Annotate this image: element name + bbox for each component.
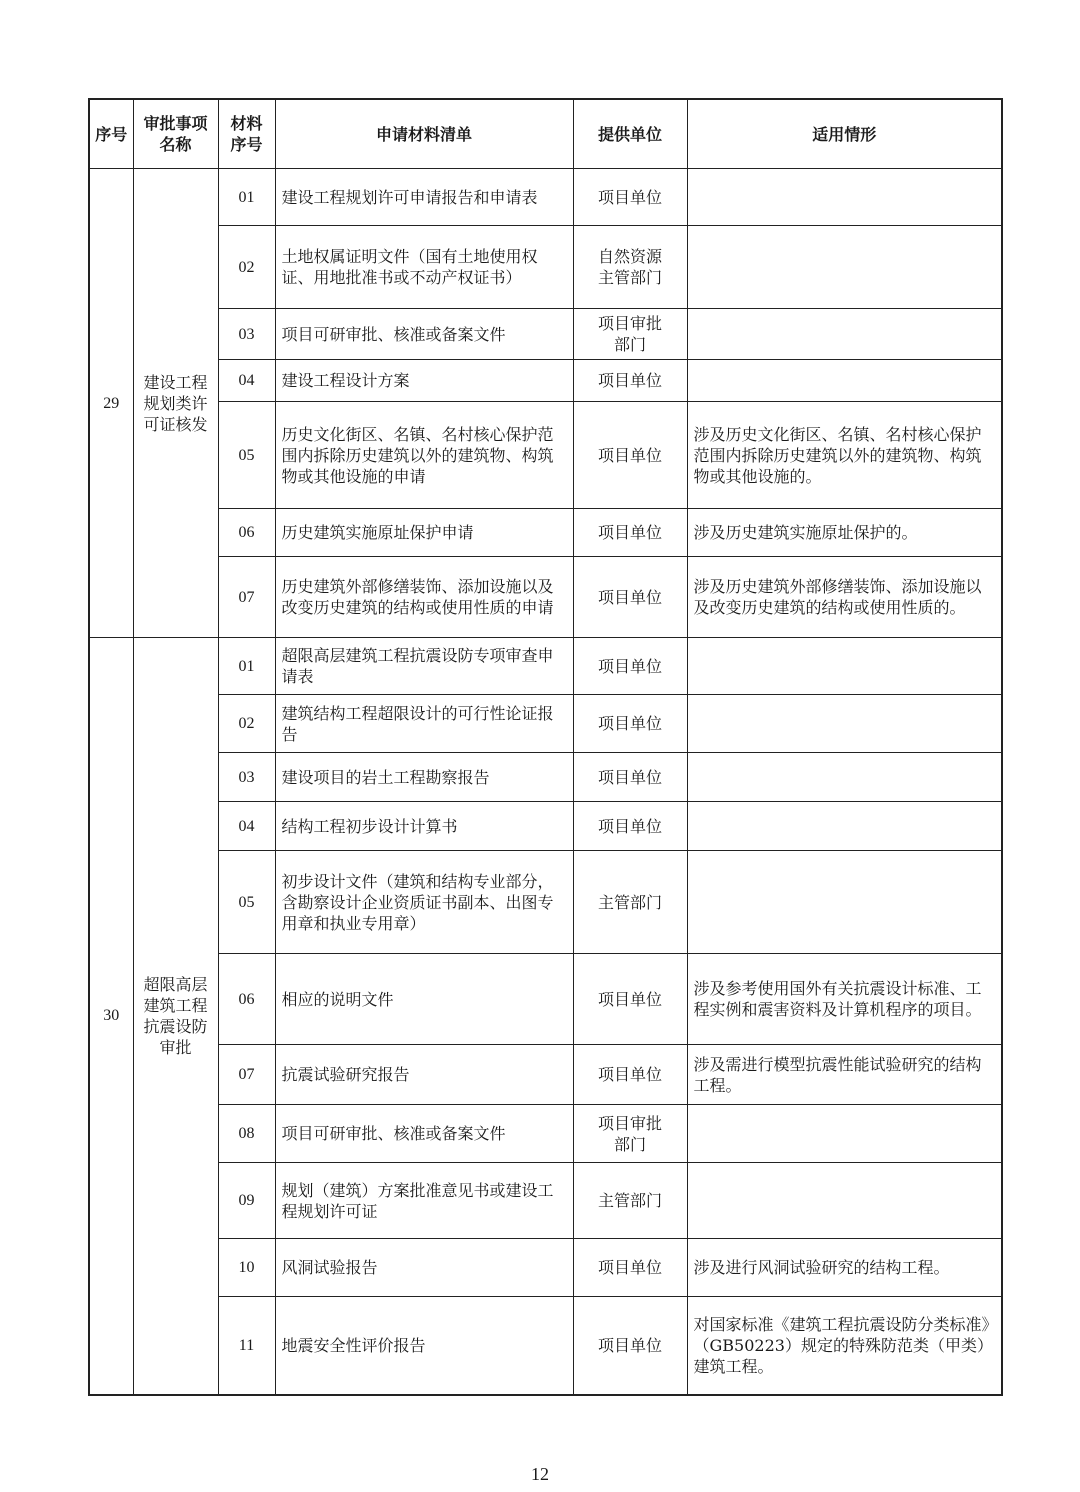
table-row — [89, 169, 1002, 226]
material-text: 历史文化街区、名镇、名村核心保护范围内拆除历史建筑以外的建筑物、构筑物或其他设施的申请 — [275, 402, 573, 509]
table-row — [89, 851, 1002, 954]
material-text: 建设工程设计方案 — [275, 360, 573, 402]
material-no: 03 — [218, 753, 275, 802]
condition-text — [687, 360, 1002, 402]
condition-text — [687, 309, 1002, 360]
material-no: 01 — [218, 638, 275, 695]
provider-text: 项目单位 — [573, 638, 687, 695]
header-row — [89, 99, 1002, 169]
table-row — [89, 360, 1002, 402]
materials-table — [88, 98, 1003, 1396]
material-text: 项目可研审批、核准或备案文件 — [275, 1105, 573, 1163]
provider-text: 项目单位 — [573, 1297, 687, 1395]
condition-text — [687, 226, 1002, 309]
provider-text: 项目单位 — [573, 360, 687, 402]
material-no: 06 — [218, 509, 275, 557]
header-item-name — [133, 99, 218, 169]
condition-text: 对国家标准《建筑工程抗震设防分类标准》（GB50223）规定的特殊防范类（甲类）建筑工程。 — [687, 1297, 1002, 1395]
material-text: 地震安全性评价报告 — [275, 1297, 573, 1395]
material-no: 08 — [218, 1105, 275, 1163]
material-text: 风洞试验报告 — [275, 1239, 573, 1297]
header-condition: 适用情形 — [687, 99, 1002, 169]
header-seq: 序号 — [89, 99, 133, 169]
header-item-name-text: 审批事项名称 — [143, 114, 208, 154]
table-row — [89, 695, 1002, 753]
material-text: 规划（建筑）方案批准意见书或建设工程规划许可证 — [275, 1163, 573, 1239]
material-no: 09 — [218, 1163, 275, 1239]
table-row — [89, 309, 1002, 360]
condition-text: 涉及历史建筑实施原址保护的。 — [687, 509, 1002, 557]
condition-text — [687, 802, 1002, 851]
table-row — [89, 802, 1002, 851]
group-seq: 29 — [89, 169, 133, 638]
material-text: 抗震试验研究报告 — [275, 1045, 573, 1105]
group-name: 建设工程规划类许可证核发 — [133, 169, 218, 638]
table-row — [89, 638, 1002, 695]
group-seq: 30 — [89, 638, 133, 1395]
table-row — [89, 1163, 1002, 1239]
provider-text: 项目单位 — [573, 954, 687, 1045]
material-no: 05 — [218, 402, 275, 509]
material-text: 超限高层建筑工程抗震设防专项审查申请表 — [275, 638, 573, 695]
material-no: 03 — [218, 309, 275, 360]
header-material-seq — [218, 99, 275, 169]
provider-text: 自然资源主管部门 — [573, 226, 687, 309]
condition-text — [687, 638, 1002, 695]
provider-text: 项目单位 — [573, 557, 687, 638]
table-row — [89, 557, 1002, 638]
condition-text — [687, 1163, 1002, 1239]
material-no: 07 — [218, 1045, 275, 1105]
table-row — [89, 402, 1002, 509]
provider-text: 项目单位 — [573, 509, 687, 557]
condition-text — [687, 753, 1002, 802]
material-text: 建设工程规划许可申请报告和申请表 — [275, 169, 573, 226]
table-row — [89, 1297, 1002, 1395]
condition-text: 涉及历史建筑外部修缮装饰、添加设施以及改变历史建筑的结构或使用性质的。 — [687, 557, 1002, 638]
table-row — [89, 954, 1002, 1045]
header-provider: 提供单位 — [573, 99, 687, 169]
group-name: 超限高层建筑工程抗震设防审批 — [133, 638, 218, 1395]
condition-text — [687, 1105, 1002, 1163]
material-no: 07 — [218, 557, 275, 638]
material-no: 11 — [218, 1297, 275, 1395]
material-no: 01 — [218, 169, 275, 226]
provider-text: 项目单位 — [573, 169, 687, 226]
material-text: 历史建筑外部修缮装饰、添加设施以及改变历史建筑的结构或使用性质的申请 — [275, 557, 573, 638]
provider-text: 主管部门 — [573, 1163, 687, 1239]
condition-text: 涉及进行风洞试验研究的结构工程。 — [687, 1239, 1002, 1297]
material-text: 初步设计文件（建筑和结构专业部分，含勘察设计企业资质证书副本、出图专用章和执业专用章） — [275, 851, 573, 954]
condition-text — [687, 851, 1002, 954]
material-text: 项目可研审批、核准或备案文件 — [275, 309, 573, 360]
material-no: 05 — [218, 851, 275, 954]
provider-text: 项目单位 — [573, 753, 687, 802]
table-row — [89, 1239, 1002, 1297]
material-no: 02 — [218, 226, 275, 309]
page-number: 12 — [531, 1464, 549, 1484]
material-text: 土地权属证明文件（国有土地使用权证、用地批准书或不动产权证书） — [275, 226, 573, 309]
material-text: 历史建筑实施原址保护申请 — [275, 509, 573, 557]
provider-text: 项目单位 — [573, 802, 687, 851]
condition-text: 涉及需进行模型抗震性能试验研究的结构工程。 — [687, 1045, 1002, 1105]
material-no: 04 — [218, 360, 275, 402]
header-material-seq-text: 材料序号 — [230, 114, 263, 154]
material-text: 建设项目的岩土工程勘察报告 — [275, 753, 573, 802]
material-no: 02 — [218, 695, 275, 753]
provider-text: 项目审批部门 — [573, 309, 687, 360]
condition-text: 涉及参考使用国外有关抗震设计标准、工程实例和震害资料及计算机程序的项目。 — [687, 954, 1002, 1045]
provider-text: 项目单位 — [573, 695, 687, 753]
material-no: 10 — [218, 1239, 275, 1297]
provider-text: 项目单位 — [573, 1045, 687, 1105]
material-text: 相应的说明文件 — [275, 954, 573, 1045]
condition-text — [687, 169, 1002, 226]
material-no: 04 — [218, 802, 275, 851]
table-row — [89, 509, 1002, 557]
provider-text: 项目审批部门 — [573, 1105, 687, 1163]
provider-text: 项目单位 — [573, 402, 687, 509]
condition-text — [687, 695, 1002, 753]
table-row — [89, 226, 1002, 309]
provider-text: 主管部门 — [573, 851, 687, 954]
header-material: 申请材料清单 — [275, 99, 573, 169]
table-row — [89, 1045, 1002, 1105]
material-text: 建筑结构工程超限设计的可行性论证报告 — [275, 695, 573, 753]
provider-text: 项目单位 — [573, 1239, 687, 1297]
material-text: 结构工程初步设计计算书 — [275, 802, 573, 851]
material-no: 06 — [218, 954, 275, 1045]
table-row — [89, 753, 1002, 802]
condition-text: 涉及历史文化街区、名镇、名村核心保护范围内拆除历史建筑以外的建筑物、构筑物或其他设施的。 — [687, 402, 1002, 509]
table-row — [89, 1105, 1002, 1163]
